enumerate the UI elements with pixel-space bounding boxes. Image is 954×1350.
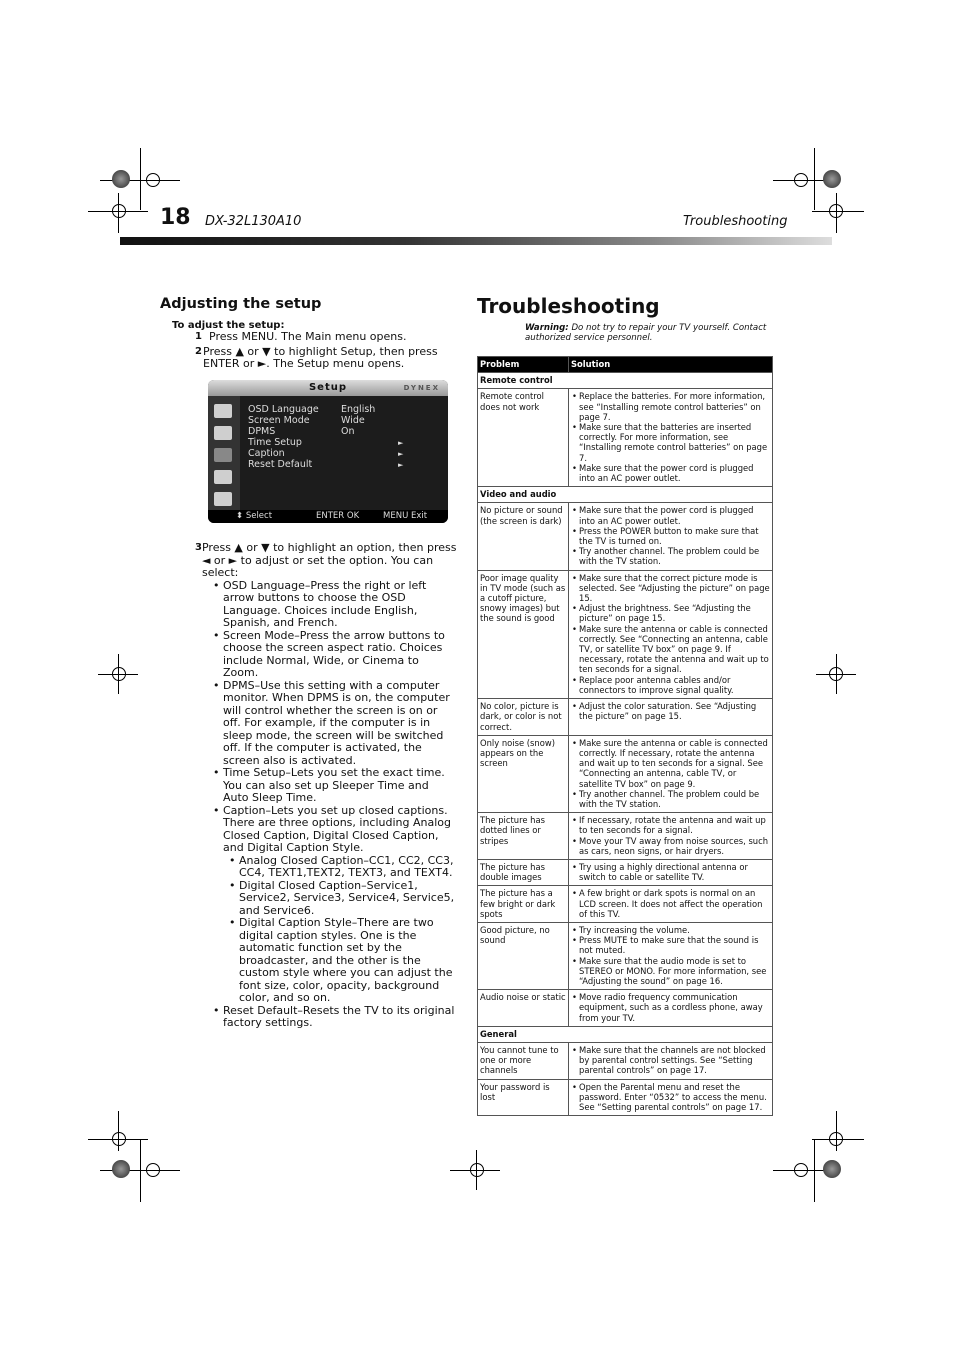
- solution-item: • Make sure the antenna or cable is connected correctly. If necessary, rotate the antenna and wait up to ten seconds for a signal. See “Connecting an antenna, cable TV, or satellite TV box” on page 9.: [571, 738, 770, 789]
- table-row: [478, 813, 773, 860]
- solution-item: • Make sure that the batteries are inserted correctly. For more information, see “Installing remote control batteries” on page 7.: [571, 422, 770, 463]
- solution-item: • Replace poor antenna cables and/or connectors to improve signal quality.: [571, 675, 770, 695]
- table-category-row: [478, 487, 773, 503]
- solution-cell: [569, 389, 773, 487]
- step-2: 2 Press ▲ or ▼ to highlight Setup, then press ENTER or ►. The Setup menu opens.: [195, 344, 438, 370]
- solution-item: • If necessary, rotate the antenna and wait up to ten seconds for a signal.: [571, 815, 770, 835]
- warning-label: Warning:: [525, 323, 569, 333]
- solution-list: [571, 925, 770, 986]
- solution-item: • Make sure the antenna or cable is connected correctly. See “Connecting an antenna, cable TV, or satellite TV box” on page 9. If necessary, rotate the antenna and wait up to ten seconds for a signal.: [571, 624, 770, 675]
- setup-options-list: [211, 580, 457, 855]
- menu-footer-exit: MENU Exit: [383, 511, 428, 521]
- solution-item: • Adjust the color saturation. See “Adjusting the picture” on page 15.: [571, 701, 770, 721]
- menu-footer: [208, 510, 448, 523]
- solution-item: • Make sure that the correct picture mode is selected. See “Adjusting the picture” on page 15.: [571, 573, 770, 604]
- solution-item: • Press the POWER button to make sure that the TV is turned on.: [571, 526, 770, 546]
- table-row: [478, 859, 773, 885]
- warning-note: [525, 323, 775, 343]
- solution-item: • Try another channel. The problem could be with the TV station.: [571, 546, 770, 566]
- table-row: [478, 503, 773, 570]
- solution-list: [571, 992, 770, 1023]
- problem-cell: No picture or sound (the screen is dark): [478, 503, 569, 570]
- solution-item: • Replace the batteries. For more information, see “Installing remote control batteries” on page 7.: [571, 391, 770, 422]
- menu-title: Setup: [308, 382, 348, 393]
- solution-cell: [569, 699, 773, 736]
- problem-cell: Poor image quality in TV mode (such as a cutoff picture, snowy images) but the sound is good: [478, 570, 569, 698]
- table-row: [478, 886, 773, 923]
- problem-cell: Your password is lost: [478, 1079, 569, 1116]
- picture-icon: [214, 404, 232, 418]
- solution-item: • Adjust the brightness. See “Adjusting the picture” on page 15.: [571, 603, 770, 623]
- menu-brand: DYNEX: [403, 384, 440, 392]
- list-item: • Reset Default–Resets the TV to its original factory settings.: [211, 1005, 457, 1030]
- problem-cell: You cannot tune to one or more channels: [478, 1042, 569, 1079]
- solution-cell: [569, 735, 773, 812]
- table-row: [478, 735, 773, 812]
- caption-options-list: [227, 855, 457, 1005]
- solution-list: [571, 862, 770, 882]
- procedure-heading: To adjust the setup:: [172, 320, 285, 331]
- solution-cell: [569, 503, 773, 570]
- solution-cell: [569, 990, 773, 1027]
- column-header-problem: Problem: [478, 357, 569, 373]
- table-row: [478, 1079, 773, 1116]
- solution-item: • Try increasing the volume.: [571, 925, 770, 935]
- troubleshooting-table: [477, 356, 773, 1116]
- table-body: [478, 373, 773, 1116]
- audio-icon: [214, 426, 232, 440]
- table-category-row: [478, 1026, 773, 1042]
- list-item: • Time Setup–Lets you set the exact time. You can also set up Sleeper Time and Auto Sleep Time.: [211, 767, 457, 805]
- problem-cell: The picture has dotted lines or stripes: [478, 813, 569, 860]
- list-item: • Analog Closed Caption–CC1, CC2, CC3, CC4, TEXT1,TEXT2, TEXT3, and TEXT4.: [227, 855, 457, 880]
- menu-value-screen-mode: Wide: [341, 415, 365, 426]
- menu-footer-enter: ENTER OK: [316, 511, 360, 521]
- model-number: DX-32L130A10: [205, 214, 302, 229]
- solution-list: [571, 505, 770, 566]
- solution-cell: [569, 570, 773, 698]
- problem-cell: No color, picture is dark, or color is not correct.: [478, 699, 569, 736]
- problem-cell: The picture has a few bright or dark spots: [478, 886, 569, 923]
- list-item: • DPMS–Use this setting with a computer monitor. When DPMS is on, the computer will control whether the screen is on or off. For example, if the computer is in sleep mode, the screen will be switched off. If the computer is activated, the screen also is activated.: [211, 680, 457, 768]
- solution-item: • Make sure that the power cord is plugged into an AC power outlet.: [571, 505, 770, 525]
- solution-item: • Try another channel. The problem could be with the TV station.: [571, 789, 770, 809]
- list-item: • Screen Mode–Press the arrow buttons to choose the screen aspect ratio. Choices include Normal, Wide, or Cinema to Zoom.: [211, 630, 457, 680]
- list-item: • OSD Language–Press the right or left arrow buttons to choose the OSD Language. Choices include English, Spanish, and French.: [211, 580, 457, 630]
- problem-cell: Remote control does not work: [478, 389, 569, 487]
- category-cell: Video and audio: [478, 487, 773, 503]
- solution-item: • Press MUTE to make sure that the sound is not muted.: [571, 935, 770, 955]
- menu-title-bar: [208, 380, 448, 396]
- solution-cell: [569, 1042, 773, 1079]
- solution-item: • A few bright or dark spots is normal on an LCD screen. It does not affect the operation of this TV.: [571, 888, 770, 919]
- page-number: 18: [160, 205, 191, 230]
- setup-icon: [214, 448, 232, 462]
- column-header-solution: Solution: [569, 357, 773, 373]
- table-row: [478, 389, 773, 487]
- solution-cell: [569, 1079, 773, 1116]
- menu-arrow-reset-default: ►: [398, 461, 404, 469]
- step-3-block: [195, 542, 457, 1030]
- solution-list: [571, 391, 770, 483]
- step-1: 1 Press MENU. The Main menu opens.: [195, 330, 407, 343]
- menu-footer-select: ⬍ Select: [236, 511, 273, 521]
- problem-cell: Audio noise or static: [478, 990, 569, 1027]
- table-row: [478, 990, 773, 1027]
- solution-list: [571, 573, 770, 695]
- solution-item: • Move your TV away from noise sources, such as cars, neon signs, or hair dryers.: [571, 836, 770, 856]
- solution-cell: [569, 859, 773, 885]
- table-category-row: [478, 373, 773, 389]
- solution-item: • Move radio frequency communication equipment, such as a cordless phone, away from your TV.: [571, 992, 770, 1023]
- steps-1-2: [195, 331, 455, 371]
- solution-item: • Make sure that the audio mode is set to STEREO or MONO. For more information, see “Adjusting the sound” on page 16.: [571, 956, 770, 987]
- solution-item: • Make sure that the power cord is plugged into an AC power outlet.: [571, 463, 770, 483]
- solution-cell: [569, 922, 773, 989]
- menu-icon-column: [208, 396, 240, 510]
- solution-item: • Make sure that the channels are not blocked by parental control settings. See “Setting parental controls” on page 17.: [571, 1045, 770, 1076]
- table-header-row: [478, 357, 773, 373]
- menu-arrow-time-setup: ►: [398, 439, 404, 447]
- solution-list: [571, 815, 770, 856]
- list-item: • Digital Caption Style–There are two digital caption styles. One is the automatic function set by the broadcaster, and the other is the custom style where you can adjust the font size, color, opacity, background color, and so on.: [227, 917, 457, 1005]
- solution-list: [571, 1082, 770, 1113]
- problem-cell: The picture has double images: [478, 859, 569, 885]
- menu-value-dpms: On: [341, 426, 355, 437]
- table-row: [478, 570, 773, 698]
- table-row: [478, 699, 773, 736]
- solution-item: • Open the Parental menu and reset the password. Enter “0532” to access the menu. See “Setting parental controls” on page 17.: [571, 1082, 770, 1113]
- menu-arrow-caption: ►: [398, 450, 404, 458]
- page-title: Troubleshooting: [477, 294, 660, 318]
- list-item: • Caption–Lets you set up closed captions. There are three options, including Analog Closed Caption, Digital Closed Caption, and Digital Caption Style.: [211, 805, 457, 855]
- solution-cell: [569, 813, 773, 860]
- solution-list: [571, 888, 770, 919]
- solution-item: • Try using a highly directional antenna or switch to cable or satellite TV.: [571, 862, 770, 882]
- channel-icon: [214, 492, 232, 506]
- menu-item-reset-default: Reset Default: [248, 459, 313, 470]
- menu-item-osd-language: OSD Language: [248, 404, 319, 415]
- menu-item-screen-mode: Screen Mode: [248, 415, 310, 426]
- menu-value-osd-language: English: [341, 404, 376, 415]
- reset-option-list: [211, 1005, 457, 1030]
- solution-list: [571, 738, 770, 809]
- lock-icon: [214, 470, 232, 484]
- warning-text: Do not try to repair your TV yourself. Contact authorized service personnel.: [525, 323, 767, 343]
- solution-list: [571, 1045, 770, 1076]
- menu-item-caption: Caption: [248, 448, 285, 459]
- solution-list: [571, 701, 770, 721]
- menu-item-time-setup: Time Setup: [248, 437, 302, 448]
- running-head: Troubleshooting: [683, 214, 788, 229]
- problem-cell: Only noise (snow) appears on the screen: [478, 735, 569, 812]
- header-rule: [120, 237, 832, 245]
- problem-cell: Good picture, no sound: [478, 922, 569, 989]
- category-cell: General: [478, 1026, 773, 1042]
- solution-cell: [569, 886, 773, 923]
- step-3: 3 Press ▲ or ▼ to highlight an option, then press ◄ or ► to adjust or set the option. You can select:: [195, 541, 457, 579]
- menu-item-dpms: DPMS: [248, 426, 276, 437]
- category-cell: Remote control: [478, 373, 773, 389]
- list-item: • Digital Closed Caption–Service1, Service2, Service3, Service4, Service5, and Service6.: [227, 880, 457, 918]
- table-row: [478, 1042, 773, 1079]
- section-heading: Adjusting the setup: [160, 296, 322, 312]
- setup-menu-screenshot: [208, 380, 448, 523]
- table-row: [478, 922, 773, 989]
